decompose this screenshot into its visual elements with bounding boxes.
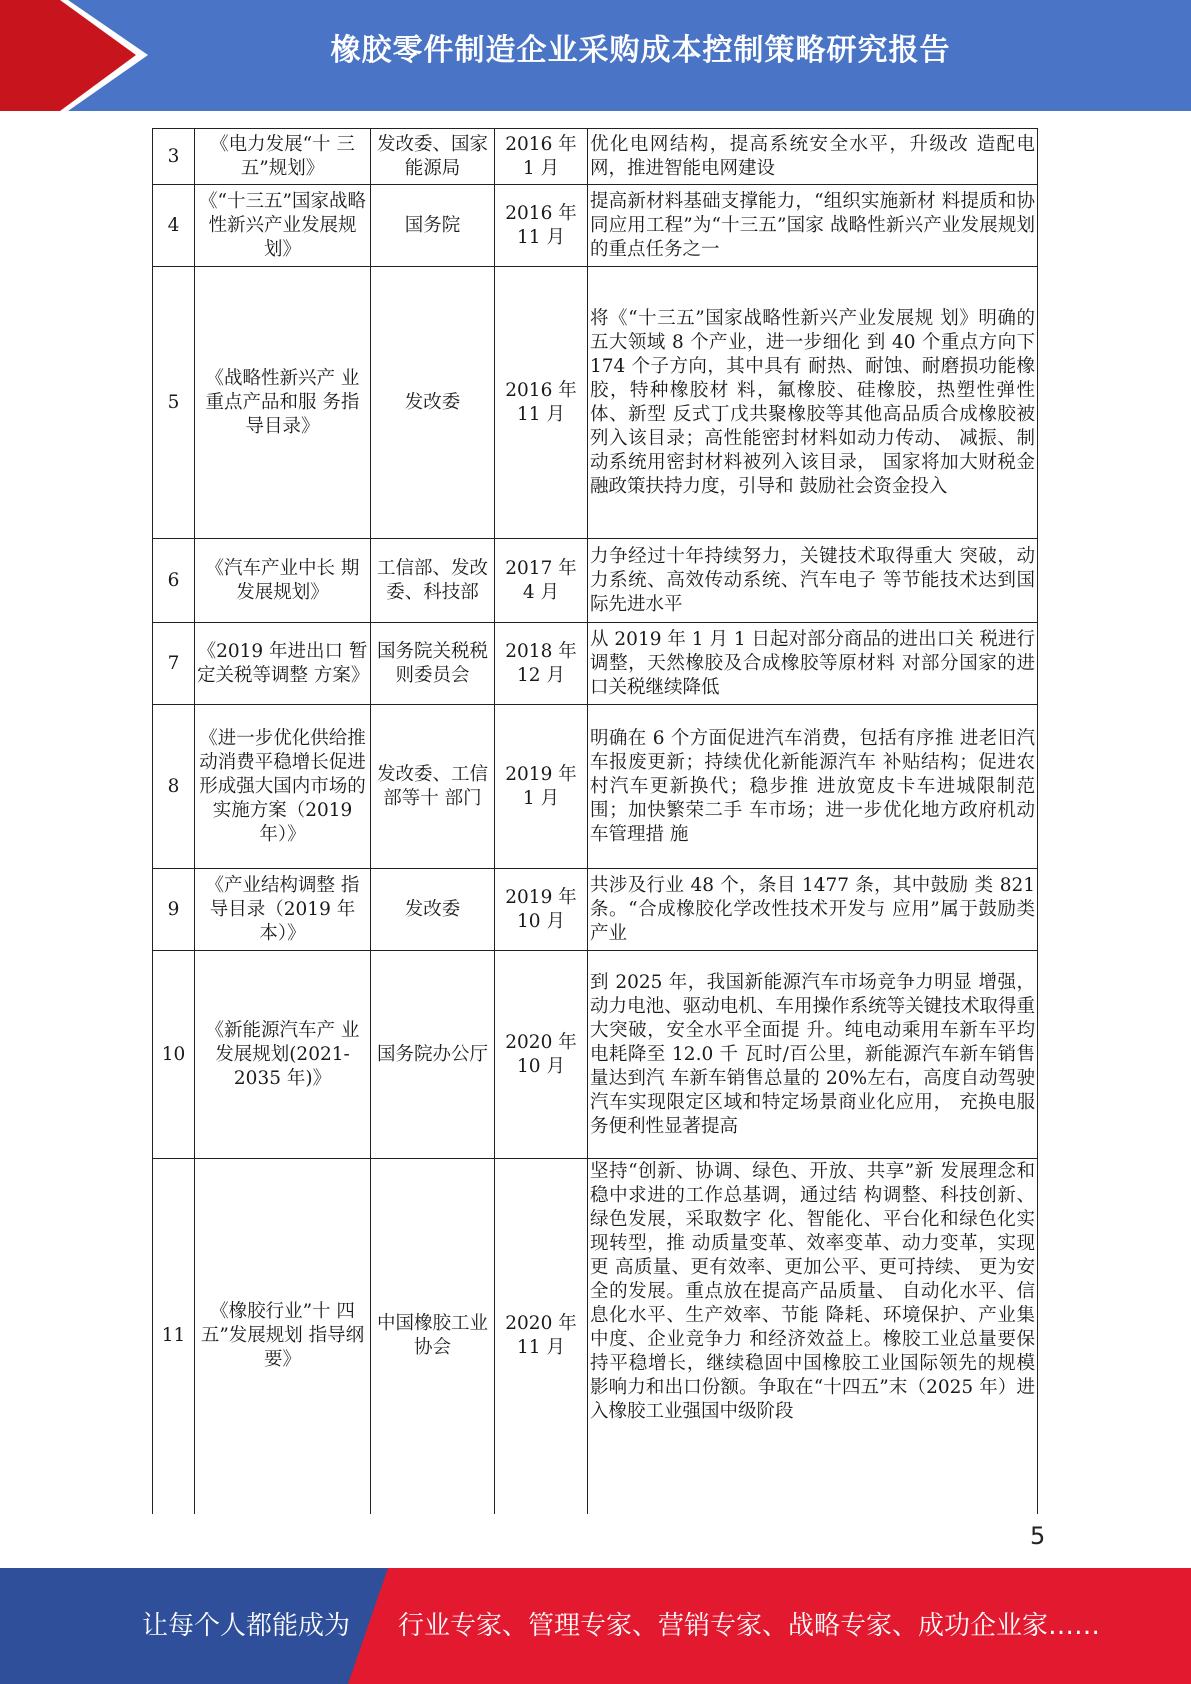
policy-row bbox=[153, 705, 1038, 869]
policy-content: 力争经过十年持续努力，关键技术取得重大 突破，动力系统、高效传动系统、汽车电子 等节能技术达到国际先进水平 bbox=[588, 539, 1038, 623]
footer-slogan-left: 让每个人都能成为 bbox=[142, 1611, 351, 1641]
issue-date: 2020 年 10 月 bbox=[495, 951, 588, 1159]
policy-content: 明确在 6 个方面促进汽车消费，包括有序推 进老旧汽车报废更新；持续优化新能源汽车 补贴结构；促进农村汽车更新换代；稳步推 进放宽皮卡车进城限制范围；加快繁荣二手 车市场；进一步优化地方政府机动车管理措 施 bbox=[588, 705, 1038, 869]
policy-row-number: 5 bbox=[153, 267, 195, 539]
policy-row bbox=[153, 951, 1038, 1159]
issuing-department: 国务院 bbox=[371, 185, 495, 267]
issue-date: 2018 年 12 月 bbox=[495, 623, 588, 705]
issue-date: 2019 年 10 月 bbox=[495, 869, 588, 951]
policy-content: 提高新材料基础支撑能力，“组织实施新材 料提质和协同应用工程”为“十三五”国家 战略性新兴产业发展规划的重点任务之一 bbox=[588, 185, 1038, 267]
policy-name: 《2019 年进出口 暂定关税等调整 方案》 bbox=[195, 623, 371, 705]
policy-row bbox=[153, 623, 1038, 705]
policy-row bbox=[153, 185, 1038, 267]
policy-content: 到 2025 年，我国新能源汽车市场竞争力明显 增强，动力电池、驱动电机、车用操作系统等关键技术取得重大突破，安全水平全面提 升。纯电动乘用车新车平均电耗降至 12.0 千 瓦时/百公里，新能源汽车新车销售量达到汽 车新车销售总量的 20%左右，高度自动驾驶 汽车实现限定区域和特定场景商业化应用， 充换电服务便利性显著提高 bbox=[588, 951, 1038, 1159]
policy-row bbox=[153, 129, 1038, 185]
page-header bbox=[0, 0, 1191, 111]
policy-row-number: 10 bbox=[153, 951, 195, 1159]
issuing-department: 发改委 bbox=[371, 267, 495, 539]
policy-name: 《新能源汽车产 业发展规划(2021-2035 年)》 bbox=[195, 951, 371, 1159]
page-footer bbox=[0, 1568, 1191, 1684]
policy-name: 《“十三五”国家战略性新兴产业发展规划》 bbox=[195, 185, 371, 267]
policy-row bbox=[153, 539, 1038, 623]
issuing-department: 发改委、国家能源局 bbox=[371, 129, 495, 185]
policy-name: 《战略性新兴产 业重点产品和服 务指导目录》 bbox=[195, 267, 371, 539]
issuing-department: 发改委 bbox=[371, 869, 495, 951]
policy-table bbox=[152, 128, 1038, 1514]
policy-row-number: 7 bbox=[153, 623, 195, 705]
footer-slogan-right: 行业专家、管理专家、营销专家、战略专家、成功企业家…… bbox=[398, 1611, 1101, 1641]
policy-name: 《进一步优化供给推动消费平稳增长促进形成强大国内市场的实施方案（2019 年）》 bbox=[195, 705, 371, 869]
policy-content: 从 2019 年 1 月 1 日起对部分商品的进出口关 税进行调整，天然橡胶及合成橡胶等原材料 对部分国家的进口关税继续降低 bbox=[588, 623, 1038, 705]
policy-table-body bbox=[153, 129, 1038, 1514]
policy-name: 《电力发展“十 三五”规划》 bbox=[195, 129, 371, 185]
policy-row bbox=[153, 1159, 1038, 1514]
policy-content: 优化电网结构，提高系统安全水平，升级改 造配电网，推进智能电网建设 bbox=[588, 129, 1038, 185]
policy-content: 坚持“创新、协调、绿色、开放、共享”新 发展理念和稳中求进的工作总基调，通过结 构调整、科技创新、绿色发展，采取数字 化、智能化、平台化和绿色化实现转型，推 动质量变革、效率变革、动力变革，实现更 高质量、更有效率、更加公平、更可持续、 更为安全的发展。重点放在提高产品质量、 自动化水平、信息化水平、生产效率、节能 降耗、环境保护、产业集中度、企业竞争力 和经济效益上。橡胶工业总量要保持平稳增长，继续稳固中国橡胶工业国际领先的规模 影响力和出口份额。争取在“十四五”末（2025 年）进入橡胶工业强国中级阶段 bbox=[588, 1159, 1038, 1514]
issuing-department: 国务院办公厅 bbox=[371, 951, 495, 1159]
policy-row-number: 11 bbox=[153, 1159, 195, 1514]
issue-date: 2016 年 1 月 bbox=[495, 129, 588, 185]
policy-row-number: 4 bbox=[153, 185, 195, 267]
policy-name: 《橡胶行业”十 四五”发展规划 指导纲要》 bbox=[195, 1159, 371, 1514]
policy-row-number: 3 bbox=[153, 129, 195, 185]
policy-content: 将《“十三五”国家战略性新兴产业发展规 划》明确的五大领域 8 个产业，进一步细化 到 40 个重点方向下 174 个子方向，其中具有 耐热、耐蚀、耐磨损功能橡胶，特种橡胶材 料，氟橡胶、硅橡胶，热塑性弹性体、新型 反式丁戊共聚橡胶等其他高品质合成橡胶被 列入该目录；高性能密封材料如动力传动、 减振、制动系统用密封材料被列入该目录， 国家将加大财税金融政策扶持力度，引导和 鼓励社会资金投入 bbox=[588, 267, 1038, 539]
policy-row bbox=[153, 869, 1038, 951]
policy-name: 《产业结构调整 指导目录（2019 年本）》 bbox=[195, 869, 371, 951]
policy-row-number: 6 bbox=[153, 539, 195, 623]
policy-row bbox=[153, 267, 1038, 539]
issuing-department: 工信部、发改委、科技部 bbox=[371, 539, 495, 623]
report-title: 橡胶零件制造企业采购成本控制策略研究报告 bbox=[330, 33, 951, 68]
issue-date: 2017 年 4 月 bbox=[495, 539, 588, 623]
issue-date: 2016 年 11 月 bbox=[495, 185, 588, 267]
policy-row-number: 8 bbox=[153, 705, 195, 869]
issuing-department: 国务院关税税则委员会 bbox=[371, 623, 495, 705]
issue-date: 2016 年 11 月 bbox=[495, 267, 588, 539]
policy-name: 《汽车产业中长 期发展规划》 bbox=[195, 539, 371, 623]
policy-content: 共涉及行业 48 个，条目 1477 条，其中鼓励 类 821 条。“合成橡胶化学改性技术开发与 应用”属于鼓励类产业 bbox=[588, 869, 1038, 951]
issuing-department: 中国橡胶工业协会 bbox=[371, 1159, 495, 1514]
issue-date: 2020 年 11 月 bbox=[495, 1159, 588, 1514]
issue-date: 2019 年 1 月 bbox=[495, 705, 588, 869]
page-number: 5 bbox=[1030, 1522, 1046, 1550]
issuing-department: 发改委、工信部等十 部门 bbox=[371, 705, 495, 869]
policy-row-number: 9 bbox=[153, 869, 195, 951]
